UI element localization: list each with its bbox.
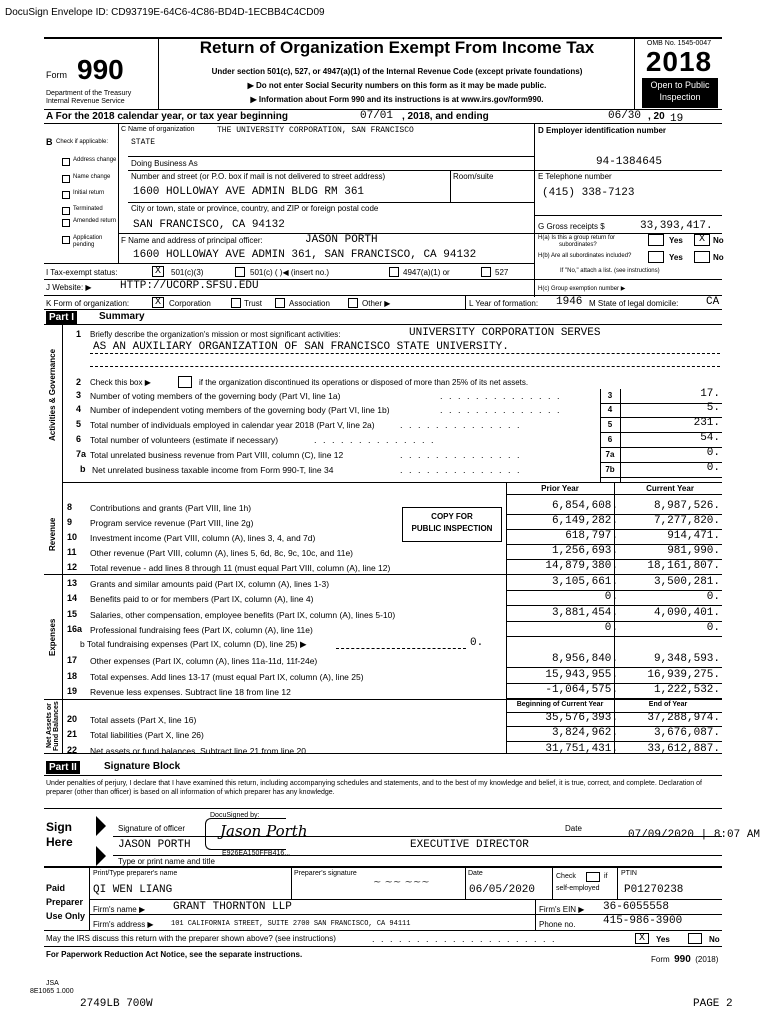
principal-officer-label: F Name and address of principal officer: bbox=[121, 236, 263, 245]
batch-code: 2749LB 700W bbox=[80, 998, 153, 1010]
discuss-yes-checkbox[interactable]: X bbox=[635, 933, 649, 944]
revenue-row-prior-1: 6,149,282. bbox=[551, 515, 618, 527]
expense2-row-number-1: 18 bbox=[67, 671, 78, 681]
b-item-label-5: Application pending bbox=[73, 235, 103, 248]
status-501c3-label: 501(c)(3) bbox=[171, 268, 204, 277]
net-row-label-0: Total assets (Part X, line 16) bbox=[90, 715, 197, 725]
state-domicile-value: CA bbox=[706, 296, 720, 308]
b-checkbox-4[interactable] bbox=[62, 219, 70, 227]
gov-row-value-1: 5. bbox=[706, 402, 720, 414]
check-if-applicable: Check if applicable: bbox=[56, 139, 109, 145]
line16b-value: 0. bbox=[470, 637, 484, 649]
gov-row-label-4: Total unrelated business revenue from Part VIII, column (C), line 12 bbox=[90, 450, 344, 460]
city-label: City or town, state or province, country, and ZIP or foreign postal code bbox=[131, 204, 379, 213]
page-number: PAGE 2 bbox=[693, 998, 733, 1010]
ha-yes-label: Yes bbox=[669, 236, 683, 245]
gov-row-box-4: 7a bbox=[605, 450, 615, 459]
revenue-row-label-3: Other revenue (Part VIII, column (A), lines 5, 6d, 8c, 9c, 10c, and 11e) bbox=[90, 548, 353, 558]
expense2-row-current-1: 16,939,275. bbox=[647, 669, 720, 681]
ein-label: D Employer identification number bbox=[538, 126, 667, 135]
gov-row-label-3: Total number of volunteers (estimate if necessary) bbox=[90, 435, 279, 445]
revenue-row-current-2: 914,471. bbox=[667, 530, 720, 542]
revenue-row-number-0: 8 bbox=[67, 502, 73, 512]
ein-value: 94-1384645 bbox=[596, 156, 663, 168]
telephone-value: (415) 338-7123 bbox=[542, 187, 635, 199]
line2-label: Check this box ▶ bbox=[90, 378, 151, 387]
sign-arrow-icon bbox=[96, 816, 106, 836]
group-return-label: H(a) Is this a group return for bbox=[538, 235, 616, 241]
expense-row-number-0: 13 bbox=[67, 578, 78, 588]
gov-row-number-0: 3 bbox=[76, 390, 82, 400]
public-inspection-label: PUBLIC INSPECTION bbox=[411, 524, 493, 533]
side-activities-governance: Activities & Governance bbox=[48, 348, 57, 442]
net-row-label-1: Total liabilities (Part X, line 26) bbox=[90, 730, 204, 740]
net-row-current-2: 33,612,887. bbox=[647, 743, 720, 755]
expense-row-current-0: 3,500,281. bbox=[653, 576, 720, 588]
status-501c3-checkbox[interactable]: X bbox=[152, 266, 164, 277]
other-label: Other ▶ bbox=[362, 299, 391, 308]
docusigned-by: DocuSigned by: bbox=[210, 812, 260, 819]
revenue-row-prior-3: 1,256,693. bbox=[551, 545, 618, 557]
preparer-name: QI WEN LIANG bbox=[93, 884, 173, 896]
net-row-current-1: 3,676,087. bbox=[653, 727, 720, 739]
line-a-label: A For the 2018 calendar year, or tax year beginning bbox=[46, 111, 288, 122]
expense2-row-number-0: 17 bbox=[67, 655, 78, 665]
dept-treasury: Department of the Treasury bbox=[46, 90, 132, 97]
expense-row-current-3: 0. bbox=[706, 622, 720, 634]
line2-number: 2 bbox=[76, 377, 82, 387]
tax-year-begin: 07/01 bbox=[360, 110, 394, 122]
status-4947-checkbox[interactable] bbox=[389, 267, 399, 277]
preparer-sig-label: Preparer's signature bbox=[294, 870, 357, 877]
tax-year: 2018 bbox=[645, 46, 713, 77]
here-label: Here bbox=[46, 835, 73, 849]
firm-ein-label: Firm's EIN ▶ bbox=[539, 905, 585, 914]
part2-tag: Part II bbox=[46, 761, 80, 774]
copy-for-label: COPY FOR bbox=[431, 512, 473, 521]
b-checkbox-5[interactable] bbox=[62, 236, 70, 244]
expense-row-prior-1: 0. bbox=[604, 591, 618, 603]
col-current-year: Current Year bbox=[646, 484, 694, 493]
gov-row-value-5: 0. bbox=[706, 462, 720, 474]
revenue-row-prior-4: 14,879,380. bbox=[545, 560, 618, 572]
b-checkbox-0[interactable] bbox=[62, 158, 70, 166]
city-state-zip: SAN FRANCISCO, CA 94132 bbox=[133, 219, 285, 231]
ha-no-label: No bbox=[713, 236, 724, 245]
discuss-no-checkbox[interactable] bbox=[688, 933, 702, 944]
net-row-number-2: 22 bbox=[67, 745, 78, 755]
part1-title: Summary bbox=[99, 311, 145, 322]
instructions-link[interactable]: ▶ Information about Form 990 and its instructions is at www.irs.gov/form990. bbox=[250, 95, 544, 104]
jsa-label: JSA bbox=[46, 980, 59, 987]
revenue-row-current-0: 8,987,526. bbox=[653, 500, 720, 512]
type-print-label: Type or print name and title bbox=[118, 857, 215, 866]
self-employed-check-label: Check bbox=[556, 873, 576, 880]
col-end-of-year: End of Year bbox=[648, 701, 688, 708]
footer-form-year: (2018) bbox=[695, 955, 719, 964]
net-row-label-2: Net assets or fund balances. Subtract line 21 from line 20 bbox=[90, 746, 306, 756]
docusign-envelope-id: DocuSign Envelope ID: CD93719E-64C6-4C86-BD4D-1ECBB4C4CD09 bbox=[5, 7, 325, 18]
principal-officer-address: 1600 HOLLOWAY AVE ADMIN 361, SAN FRANCISCO, CA 94132 bbox=[133, 249, 477, 261]
org-name-label: C Name of organization bbox=[121, 126, 195, 133]
mission-line1: UNIVERSITY CORPORATION SERVES bbox=[409, 327, 601, 339]
expense-row-number-2: 15 bbox=[67, 609, 78, 619]
status-527-label: 527 bbox=[495, 268, 509, 277]
ha-yes-checkbox[interactable] bbox=[648, 234, 664, 246]
gov-row-label-1: Number of independent voting members of the governing body (Part VI, line 1b) bbox=[90, 405, 390, 415]
status-4947-label: 4947(a)(1) or bbox=[403, 268, 450, 277]
expense2-row-current-2: 1,222,532. bbox=[653, 684, 720, 696]
form-number: 990 bbox=[77, 54, 124, 85]
gov-row-number-2: 5 bbox=[76, 419, 82, 429]
revenue-row-label-4: Total revenue - add lines 8 through 11 (must equal Part VIII, column (A), line 12) bbox=[90, 563, 391, 573]
gov-row-value-2: 231. bbox=[693, 417, 720, 429]
expense-row-prior-3: 0. bbox=[604, 622, 618, 634]
firm-address-label: Firm's address ▶ bbox=[93, 920, 154, 929]
expense-row-prior-0: 3,105,661. bbox=[551, 576, 618, 588]
expense2-row-label-1: Total expenses. Add lines 13-17 (must equal Part IX, column (A), line 25) bbox=[90, 672, 364, 682]
discuss-no-label: No bbox=[709, 935, 720, 944]
revenue-row-number-4: 12 bbox=[67, 562, 78, 572]
line1-label: Briefly describe the organization's mission or most significant activities: bbox=[90, 330, 341, 339]
gov-row-box-1: 4 bbox=[607, 405, 613, 414]
gov-row-number-3: 6 bbox=[76, 434, 82, 444]
open-to-public: Open to Public bbox=[650, 80, 710, 90]
irs-label: Internal Revenue Service bbox=[46, 98, 125, 105]
self-employed-label: self-employed bbox=[556, 885, 600, 892]
expense-row-label-1: Benefits paid to or for members (Part IX, column (A), line 4) bbox=[90, 594, 314, 604]
form-label: Form bbox=[46, 70, 67, 80]
side-revenue: Revenue bbox=[48, 517, 57, 551]
expense-row-current-2: 4,090,401. bbox=[653, 607, 720, 619]
website-value[interactable]: HTTP://UCORP.SFSU.EDU bbox=[120, 280, 259, 292]
tax-year-end-yy: 19 bbox=[670, 113, 684, 125]
expense2-row-prior-0: 8,956,840. bbox=[551, 653, 618, 665]
docusign-code: E926EA150FFB416... bbox=[222, 850, 291, 857]
footer-form-label: Form bbox=[651, 955, 670, 964]
association-checkbox[interactable] bbox=[275, 298, 285, 308]
inspection-label: Inspection bbox=[659, 92, 701, 102]
tax-exempt-status-label: I Tax-exempt status: bbox=[46, 268, 118, 277]
net-row-prior-2: 31,751,431. bbox=[545, 743, 618, 755]
corporation-label: Corporation bbox=[169, 299, 211, 308]
year-formation-value: 1946 bbox=[556, 296, 583, 308]
hb-yes-checkbox[interactable] bbox=[648, 251, 664, 263]
preparer-name-label: Print/Type preparer's name bbox=[93, 870, 178, 877]
self-employed-checkbox[interactable] bbox=[586, 872, 600, 882]
officer-printed-name: JASON PORTH bbox=[118, 839, 191, 851]
gross-receipts-label: G Gross receipts $ bbox=[538, 222, 605, 231]
firm-phone: 415-986-3900 bbox=[603, 915, 683, 927]
ptin-label: PTIN bbox=[621, 870, 637, 877]
org-name-line1: THE UNIVERSITY CORPORATION, SAN FRANCISCO bbox=[217, 126, 414, 135]
preparer-ptin: P01270238 bbox=[624, 884, 684, 896]
mission-line2: AS AN AUXILIARY ORGANIZATION OF SAN FRANCISCO STATE UNIVERSITY. bbox=[93, 341, 509, 353]
gov-row-number-1: 4 bbox=[76, 404, 82, 414]
net-row-prior-0: 35,576,393. bbox=[545, 712, 618, 724]
sign-date-value: 07/09/2020 | 8:07 AM bbox=[628, 829, 761, 841]
revenue-row-current-1: 7,277,820. bbox=[653, 515, 720, 527]
hb-no-checkbox[interactable] bbox=[694, 251, 710, 263]
form-subtitle: Under section 501(c), 527, or 4947(a)(1) of the Internal Revenue Code (except private foundations) bbox=[211, 67, 583, 76]
revenue-row-prior-2: 618,797. bbox=[565, 530, 618, 542]
jsa-code: 8E1065 1.000 bbox=[30, 988, 74, 995]
b-item-label-2: Initial return bbox=[73, 190, 105, 196]
gov-row-label-2: Total number of individuals employed in calendar year 2018 (Part V, line 2a) bbox=[90, 420, 375, 430]
part1-tag: Part I bbox=[46, 311, 77, 324]
hb-yes-label: Yes bbox=[669, 253, 683, 262]
expense-row-label-2: Salaries, other compensation, employee benefits (Part IX, column (A), lines 5-10) bbox=[90, 610, 396, 620]
subordinates-included-label: H(b) Are all subordinates included? bbox=[538, 253, 632, 259]
gov-row-value-0: 17. bbox=[700, 388, 720, 400]
other-checkbox[interactable] bbox=[348, 298, 358, 308]
col-beginning-year: Beginning of Current Year bbox=[516, 701, 604, 708]
expense-row-label-3: Professional fundraising fees (Part IX, column (A), line 11e) bbox=[90, 625, 313, 635]
preparer-date: 06/05/2020 bbox=[469, 884, 536, 896]
firm-name-label: Firm's name ▶ bbox=[93, 905, 146, 914]
form-title: Return of Organization Exempt From Income Tax bbox=[199, 38, 595, 57]
firm-phone-label: Phone no. bbox=[539, 920, 576, 929]
b-item-label-1: Name change bbox=[73, 174, 111, 180]
trust-label: Trust bbox=[244, 299, 262, 308]
preparer-signature: ~ ~~ ~~~ bbox=[373, 877, 430, 888]
discuss-yes-label: Yes bbox=[656, 935, 670, 944]
expense2-row-label-0: Other expenses (Part IX, column (A), lines 11a-11d, 11f-24e) bbox=[90, 656, 318, 666]
org-name-line2: STATE bbox=[131, 138, 156, 147]
status-501c-checkbox[interactable] bbox=[235, 267, 245, 277]
col-prior-year: Prior Year bbox=[541, 484, 579, 493]
side-expenses: Expenses bbox=[48, 618, 57, 656]
net-row-prior-1: 3,824,962. bbox=[551, 727, 618, 739]
street-label: Number and street (or P.O. box if mail is not delivered to street address) bbox=[131, 172, 386, 181]
use-only-label: Use Only bbox=[46, 911, 86, 921]
room-suite-label: Room/suite bbox=[453, 172, 494, 181]
ssn-warning: ▶ Do not enter Social Security numbers on this form as it may be made public. bbox=[247, 81, 547, 90]
status-527-checkbox[interactable] bbox=[481, 267, 491, 277]
expense-row-label-0: Grants and similar amounts paid (Part IX, column (A), lines 1-3) bbox=[90, 579, 330, 589]
b-item-label-3: Terminated bbox=[73, 206, 103, 212]
b-checkbox-2[interactable] bbox=[62, 191, 70, 199]
officer-signature: Jason Porth bbox=[220, 822, 308, 840]
footer-form-number: 990 bbox=[674, 954, 691, 965]
principal-officer-name: JASON PORTH bbox=[305, 234, 378, 246]
line-a-mid: , 2018, and ending bbox=[402, 111, 489, 122]
gov-row-label-5: Net unrelated business taxable income from Form 990-T, line 34 bbox=[92, 465, 334, 475]
tax-year-end: 06/30 bbox=[608, 110, 642, 122]
year-formation-label: L Year of formation: bbox=[469, 299, 539, 308]
gov-row-box-3: 6 bbox=[607, 435, 613, 444]
gov-row-value-3: 54. bbox=[700, 432, 720, 444]
street-address: 1600 HOLLOWAY AVE ADMIN BLDG RM 361 bbox=[133, 186, 365, 198]
irs-discuss-question: May the IRS discuss this return with the preparer shown above? (see instructions) bbox=[46, 934, 336, 943]
ha-no-checkbox[interactable]: X bbox=[694, 234, 710, 246]
net-row-number-0: 20 bbox=[67, 714, 78, 724]
revenue-row-current-4: 18,161,807. bbox=[647, 560, 720, 572]
status-501c-label: 501(c) ( )◀ (insert no.) bbox=[250, 268, 330, 277]
expense-row-number-1: 14 bbox=[67, 593, 78, 603]
group-exemption-label: H(c) Group exemption number ▶ bbox=[538, 286, 626, 292]
gov-row-box-2: 5 bbox=[607, 420, 613, 429]
revenue-row-number-3: 11 bbox=[67, 547, 77, 557]
firm-name: GRANT THORNTON LLP bbox=[173, 901, 292, 913]
sign-label: Sign bbox=[46, 820, 72, 834]
perjury-statement: Under penalties of perjury, I declare that I have examined this return, including accompanying schedules and statements, and to the best of my knowledge and belief, it is true, correct, and complete. Declaration of preparer (other than officer) is based on all information of which preparer has any knowledge. bbox=[46, 780, 702, 796]
expense-row-number-3: 16a bbox=[67, 624, 83, 634]
trust-checkbox[interactable] bbox=[231, 298, 241, 308]
b-item-label-4: Amended return bbox=[73, 218, 117, 224]
revenue-row-prior-0: 6,854,608. bbox=[551, 500, 618, 512]
line-a-end-year: , 20 bbox=[648, 111, 665, 122]
gov-row-box-5: 7b bbox=[605, 465, 615, 474]
omb-number: OMB No. 1545-0047 bbox=[646, 40, 712, 47]
gov-row-label-0: Number of voting members of the governing body (Part VI, line 1a) bbox=[90, 391, 341, 401]
revenue-row-label-0: Contributions and grants (Part VIII, line 1h) bbox=[90, 503, 252, 513]
signature-officer-label: Signature of officer bbox=[118, 824, 186, 833]
revenue-row-label-2: Investment income (Part VIII, column (A), lines 3, 4, and 7d) bbox=[90, 533, 316, 543]
state-domicile-label: M State of legal domicile: bbox=[589, 299, 679, 308]
association-label: Association bbox=[289, 299, 330, 308]
expense2-row-label-2: Revenue less expenses. Subtract line 18 from line 12 bbox=[90, 687, 291, 697]
subordinates-note: If "No," attach a list. (see instructions) bbox=[560, 268, 660, 274]
preparer-date-label: Date bbox=[468, 870, 483, 877]
sign-arrow-icon-2 bbox=[96, 846, 106, 866]
group-return-label2: subordinates? bbox=[559, 242, 597, 248]
corporation-checkbox[interactable]: X bbox=[152, 297, 164, 308]
firm-address: 101 CALIFORNIA STREET, SUITE 2700 SAN FRANCISCO, CA 94111 bbox=[171, 920, 411, 928]
dba-label: Doing Business As bbox=[131, 159, 198, 168]
expense-row-current-1: 0. bbox=[706, 591, 720, 603]
paperwork-notice: For Paperwork Reduction Act Notice, see the separate instructions. bbox=[46, 950, 303, 959]
hb-no-label: No bbox=[713, 253, 724, 262]
sign-date-label: Date bbox=[565, 824, 582, 833]
side-net-assets: Net Assets or Fund Balances bbox=[46, 701, 60, 751]
line1-number: 1 bbox=[76, 329, 82, 339]
revenue-row-number-1: 9 bbox=[67, 517, 73, 527]
expense2-row-prior-2: -1,064,575. bbox=[545, 684, 618, 696]
form-of-org-label: K Form of organization: bbox=[46, 299, 130, 308]
revenue-row-number-2: 10 bbox=[67, 532, 78, 542]
officer-title: EXECUTIVE DIRECTOR bbox=[410, 839, 529, 851]
gov-row-value-4: 0. bbox=[706, 447, 720, 459]
paid-label: Paid bbox=[46, 883, 66, 893]
preparer-label: Preparer bbox=[46, 897, 84, 907]
b-item-label-0: Address change bbox=[73, 157, 117, 163]
telephone-label: E Telephone number bbox=[538, 172, 612, 181]
expense2-row-current-0: 9,348,593. bbox=[653, 653, 720, 665]
gov-row-number-4: 7a bbox=[76, 449, 87, 459]
expense2-row-number-2: 19 bbox=[67, 686, 78, 696]
line2-checkbox[interactable] bbox=[178, 376, 192, 388]
line16b-label: b Total fundraising expenses (Part IX, column (D), line 25) ▶ bbox=[80, 639, 307, 649]
revenue-row-current-3: 981,990. bbox=[667, 545, 720, 557]
gross-receipts-value: 33,393,417. bbox=[640, 220, 713, 232]
self-employed-if: if bbox=[604, 873, 608, 880]
gov-row-number-5: b bbox=[80, 464, 86, 474]
section-b-label: B bbox=[46, 137, 53, 147]
firm-ein: 36-6055558 bbox=[603, 901, 670, 913]
net-row-current-0: 37,288,974. bbox=[647, 712, 720, 724]
net-row-number-1: 21 bbox=[67, 729, 78, 739]
revenue-row-label-1: Program service revenue (Part VIII, line 2g) bbox=[90, 518, 254, 528]
website-label: J Website: ▶ bbox=[46, 283, 92, 292]
line2-text: if the organization discontinued its operations or disposed of more than 25% of its net assets. bbox=[199, 378, 529, 387]
b-checkbox-1[interactable] bbox=[62, 175, 70, 183]
part2-title: Signature Block bbox=[104, 761, 181, 772]
gov-row-box-0: 3 bbox=[607, 391, 613, 400]
b-checkbox-3[interactable] bbox=[62, 207, 70, 215]
expense-row-prior-2: 3,881,454. bbox=[551, 607, 618, 619]
expense2-row-prior-1: 15,943,955. bbox=[545, 669, 618, 681]
